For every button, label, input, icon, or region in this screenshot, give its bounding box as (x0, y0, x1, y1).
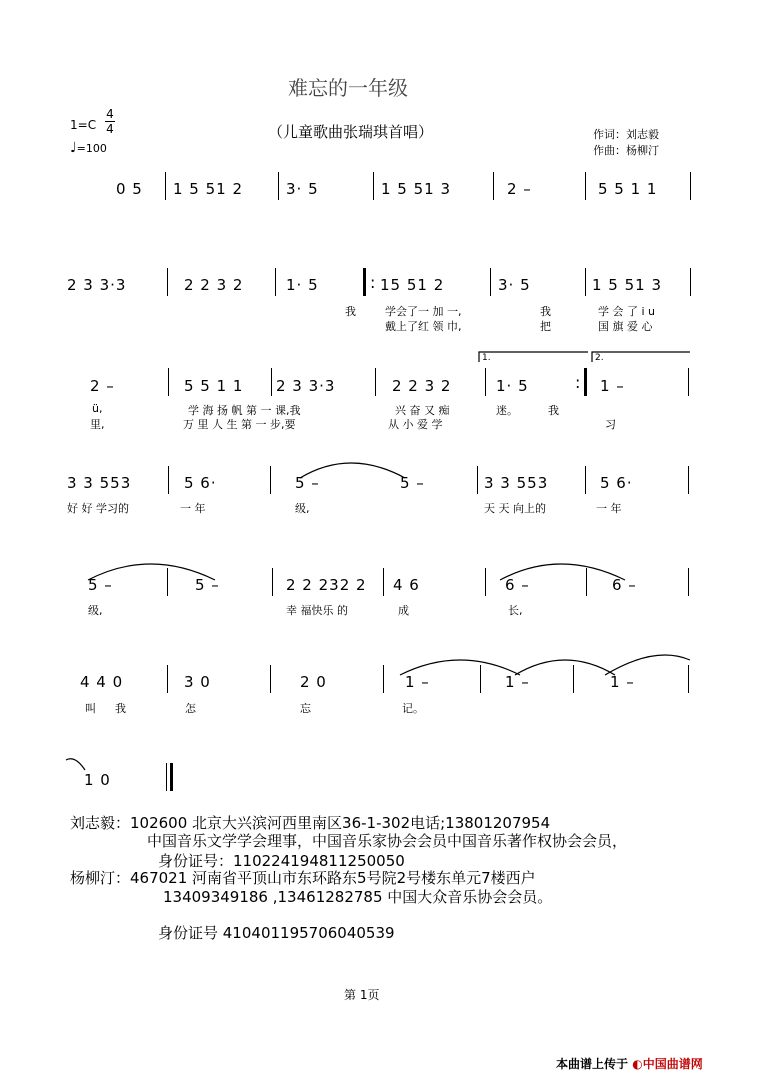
measure-r1-m1: 0 5 (116, 180, 143, 198)
score-subtitle: （儿童歌曲张瑞琪首唱） (268, 123, 434, 141)
measure-r3-m2: 5 5 1 1 (184, 377, 244, 395)
measure-r3-m1: 2 – (90, 377, 115, 395)
repeat-end-barline (584, 368, 587, 396)
tempo-value: =100 (76, 142, 107, 155)
repeat-end-dots: : (575, 373, 581, 392)
lyric-r2-1: 我 (345, 305, 356, 318)
measure-r3-m4: 2 2 3 2 (392, 377, 452, 395)
barline (275, 268, 276, 296)
volta-bracket-1 (479, 352, 588, 362)
measure-r7-m1: 1 0 (84, 771, 111, 789)
barline (165, 172, 166, 200)
repeat-dots: : (370, 273, 376, 292)
barline (690, 268, 691, 296)
brand-logo-icon: ◐ (632, 1057, 643, 1071)
barline (271, 368, 272, 396)
barline (375, 368, 376, 396)
measure-r4-m1: 3 3 553 (67, 474, 132, 492)
time-sig-top: 4 (106, 107, 114, 121)
barline (688, 568, 689, 596)
measure-r6-m2: 3 0 (184, 673, 211, 691)
volta-1-label: 1. (482, 353, 491, 363)
volta-2-label: 2. (595, 353, 604, 363)
measure-r1-m2: 1 5 51 2 (173, 180, 244, 198)
lyric-r4-3: 级, (295, 502, 310, 515)
contact-line-6: 身份证号 410401195706040539 (158, 924, 395, 942)
barline (485, 568, 486, 596)
lyric-r2-line2-3: 国 旗 爱 心 (598, 320, 653, 333)
slur-row7 (66, 759, 85, 770)
volta-bracket-2 (592, 352, 690, 362)
slur-row6-b (515, 660, 615, 675)
barline (480, 665, 481, 693)
contact-line-2: 中国音乐文学学会理事，中国音乐家协会会员中国音乐著作权协会会员， (147, 832, 628, 850)
measure-r5-m5: 6 – (505, 576, 530, 594)
lyric-r6-2: 我 (115, 702, 126, 715)
lyric-r4-5: 一 年 (596, 502, 622, 515)
lyric-r3-line2-3: 从 小 爱 学 (388, 418, 443, 431)
lyric-r6-4: 忘 (300, 702, 311, 715)
lyric-r6-1: 叫 (85, 702, 96, 715)
barline (688, 368, 689, 396)
barline (270, 665, 271, 693)
measure-r3-m3: 2 3 3·3 (276, 377, 336, 395)
barline (278, 172, 279, 200)
measure-r2-m2: 2 2 3 2 (184, 276, 244, 294)
barline (485, 368, 486, 396)
measure-r5-m1: 5 – (88, 576, 113, 594)
lyric-r4-1: 好 好 学习的 (67, 502, 129, 515)
page-number: 第 1页 (344, 988, 380, 1002)
lyric-r3-1: ü, (92, 402, 103, 415)
barline (272, 568, 273, 596)
measure-r1-m3: 3· 5 (286, 180, 319, 198)
barline (490, 268, 491, 296)
measure-r6-m3: 2 0 (300, 673, 327, 691)
final-barline-thick (170, 763, 173, 791)
lyric-r3-2: 学 海 扬 帆 第 一 课,我 (188, 404, 301, 417)
measure-r1-m6: 5 5 1 1 (598, 180, 658, 198)
measure-r4-m6: 5 6· (600, 474, 633, 492)
measure-r6-m1: 4 4 0 (80, 673, 124, 691)
measure-r1-m4: 1 5 51 3 (381, 180, 452, 198)
measure-r1-m5: 2 – (507, 180, 532, 198)
footer-text: 本曲谱上传于 (556, 1057, 629, 1071)
measure-r5-m4: 4 6 (393, 576, 420, 594)
measure-r6-m6: 1 – (610, 673, 635, 691)
lyric-r4-4: 天 天 向上的 (484, 502, 546, 515)
lyric-r3-4: 迷。 (496, 404, 518, 417)
lyric-r5-3: 成 (398, 604, 409, 617)
measure-r2-m6: 1 5 51 3 (592, 276, 663, 294)
lyric-r5-2: 幸 福快乐 的 (286, 604, 348, 617)
lyric-r4-2: 一 年 (180, 502, 206, 515)
barline (586, 568, 587, 596)
barline (688, 665, 689, 693)
barline (690, 172, 691, 200)
lyric-r6-3: 怎 (185, 702, 196, 715)
measure-r2-m1: 2 3 3·3 (67, 276, 127, 294)
lyric-r2-3: 我 (540, 305, 551, 318)
barline (493, 172, 494, 200)
time-sig-bottom: 4 (106, 122, 114, 136)
barline (585, 268, 586, 296)
barline (573, 665, 574, 693)
contact-line-4: 杨柳汀：467021 河南省平顶山市东环路东5号院2号楼东单元7楼西户 (70, 869, 536, 887)
measure-r5-m2: 5 – (195, 576, 220, 594)
barline (168, 466, 169, 494)
barline (167, 665, 168, 693)
upload-footer (556, 1055, 703, 1072)
lyric-r2-line2-2: 把 (540, 320, 551, 333)
lyric-r3-line2-1: 里, (90, 418, 105, 431)
barline (585, 172, 586, 200)
lyric-r3-line2-2: 万 里 人 生 第 一 步,要 (183, 418, 296, 431)
measure-r4-m5: 3 3 553 (484, 474, 549, 492)
lyric-r2-4: 学 会 了 i u (598, 305, 656, 318)
measure-r4-m2: 5 6· (184, 474, 217, 492)
barline (270, 466, 271, 494)
contact-line-3: 身份证号：110224194811250050 (158, 852, 405, 870)
lyric-r3-5: 我 (548, 404, 559, 417)
barline (383, 665, 384, 693)
barline (167, 568, 168, 596)
contact-line-1: 刘志毅：102600 北京大兴滨河西里南区36-1-302电话;13801207954 (70, 814, 551, 832)
measure-r3-m6: 1 – (600, 377, 625, 395)
score-title: 难忘的一年级 (288, 76, 408, 100)
quarter-note-icon: ♩ (70, 140, 77, 156)
lyric-r5-4: 长, (508, 604, 523, 617)
lyric-r3-3: 兴 奋 又 痴 (395, 404, 450, 417)
key-label: 1=C (70, 118, 97, 132)
barline (167, 268, 168, 296)
barline (168, 368, 169, 396)
lyric-r2-2: 学会了一 加 一, (385, 305, 462, 318)
slur-row6-c (605, 655, 690, 675)
barline (373, 172, 374, 200)
measure-r2-m4: 15 51 2 (380, 276, 445, 294)
barline (477, 466, 478, 494)
measure-r5-m6: 6 – (612, 576, 637, 594)
contact-line-5: 13409349186 ,13461282785 中国大众音乐协会会员。 (163, 888, 553, 906)
measure-r2-m5: 3· 5 (498, 276, 531, 294)
measure-r4-m4: 5 – (400, 474, 425, 492)
lyric-r5-1: 级, (88, 604, 103, 617)
measure-r6-m5: 1 – (505, 673, 530, 691)
final-barline-thin (166, 763, 167, 791)
lyric-r3-line2-4: 习 (605, 418, 616, 431)
footer-brand: 中国曲谱网 (642, 1057, 703, 1071)
repeat-start-barline (363, 268, 366, 296)
measure-r5-m3: 2 2 232 2 (286, 576, 367, 594)
barline (688, 466, 689, 494)
lyric-r2-line2-1: 戴上了红 领 巾, (385, 320, 462, 333)
lyricist-credit: 作词：刘志毅 (593, 128, 659, 141)
barline (585, 466, 586, 494)
barline (383, 568, 384, 596)
measure-r4-m3: 5 – (295, 474, 320, 492)
measure-r2-m3: 1· 5 (286, 276, 319, 294)
lyric-r6-5: 记。 (402, 702, 424, 715)
composer-credit: 作曲：杨柳汀 (593, 144, 659, 157)
measure-r6-m4: 1 – (405, 673, 430, 691)
measure-r3-m5: 1· 5 (496, 377, 529, 395)
